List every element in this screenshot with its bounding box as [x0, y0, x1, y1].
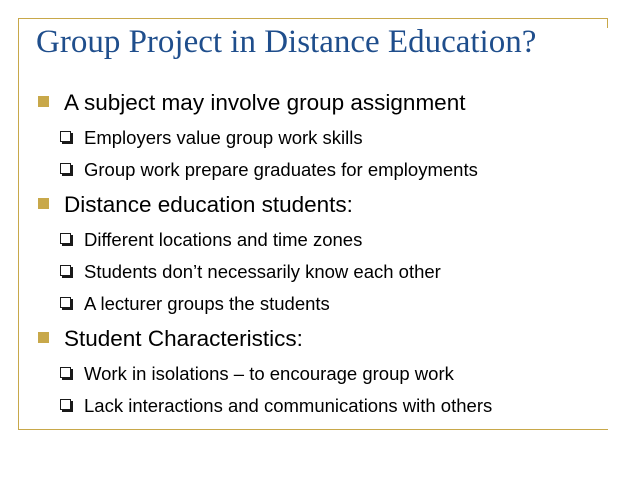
sub-bullet-item — [0, 358, 638, 390]
sub-bullet-text: Different locations and time zones — [84, 229, 363, 250]
square-bullet-icon — [38, 332, 49, 343]
sub-bullet-item — [0, 390, 638, 422]
slide-title: Group Project in Distance Education? — [36, 24, 537, 60]
section-heading: Student Characteristics: — [64, 326, 303, 351]
shadowed-box-bullet-icon — [60, 265, 71, 276]
frame-right-tick — [607, 18, 608, 28]
shadowed-box-bullet-icon — [60, 233, 71, 244]
section-heading-item — [0, 84, 638, 122]
bullet-list — [0, 84, 638, 422]
shadowed-box-bullet-icon — [60, 297, 71, 308]
sub-bullet-text: Lack interactions and communications with others — [84, 395, 493, 416]
sub-bullet-item — [0, 288, 638, 320]
section-heading: Distance education students: — [64, 192, 353, 217]
shadowed-box-bullet-icon — [60, 399, 71, 410]
sub-bullet-item — [0, 256, 638, 288]
section-heading-item — [0, 320, 638, 358]
shadowed-box-bullet-icon — [60, 367, 71, 378]
square-bullet-icon — [38, 198, 49, 209]
frame-top-rule — [18, 18, 608, 19]
frame-bottom-rule — [18, 429, 608, 430]
sub-bullet-text: A lecturer groups the students — [84, 293, 330, 314]
shadowed-box-bullet-icon — [60, 131, 71, 142]
sub-bullet-text: Students don’t necessarily know each other — [84, 261, 441, 282]
shadowed-box-bullet-icon — [60, 163, 71, 174]
sub-bullet-text: Work in isolations – to encourage group work — [84, 363, 454, 384]
sub-bullet-item — [0, 122, 638, 154]
sub-bullet-text: Employers value group work skills — [84, 127, 363, 148]
sub-bullet-item — [0, 224, 638, 256]
sub-bullet-item — [0, 154, 638, 186]
square-bullet-icon — [38, 96, 49, 107]
sub-bullet-text: Group work prepare graduates for employments — [84, 159, 478, 180]
section-heading-item — [0, 186, 638, 224]
section-heading: A subject may involve group assignment — [64, 90, 466, 115]
